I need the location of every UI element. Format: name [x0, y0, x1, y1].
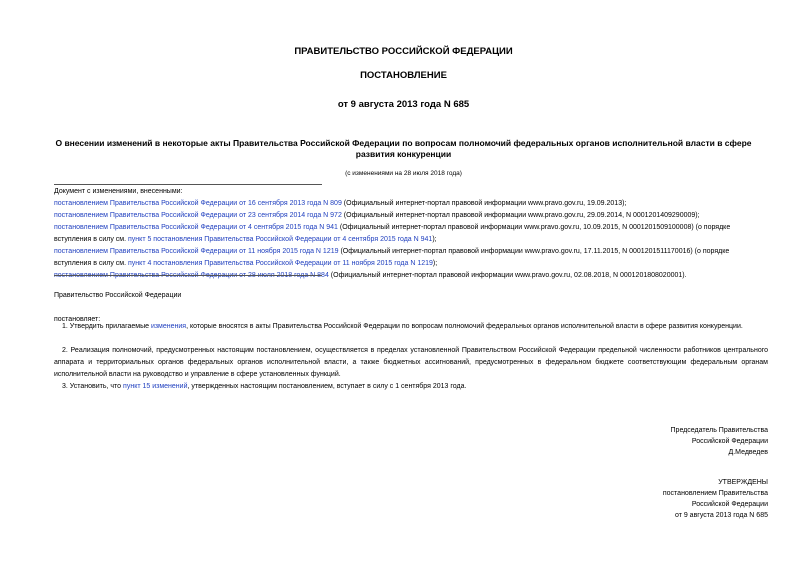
paragraph-1-start: 1. Утвердить прилагаемые [62, 323, 151, 330]
change-item [54, 198, 768, 210]
paragraph-3-end: , утвержденных настоящим постановлением, вступает в силу с 1 сентября 2013 года. [187, 383, 467, 390]
change-item-link[interactable]: постановлением Правительства Российской Федерации от 11 ноября 2015 года N 1219 [54, 248, 339, 255]
change-item-text: ); [432, 236, 437, 243]
change-item-prefix: вступления в силу см. [54, 236, 129, 243]
approval-line-2: постановлением Правительства [662, 490, 768, 497]
change-item [54, 258, 768, 270]
change-item-link[interactable]: постановлением Правительства Российской Федерации от 28 июля 2018 года N 884 [54, 272, 329, 279]
changes-intro: Документ с изменениями, внесенными: [54, 188, 183, 195]
document-title [0, 138, 807, 160]
item-15-link[interactable]: пункт 15 изменений [123, 383, 188, 390]
signature-block [540, 425, 768, 458]
change-item [54, 234, 768, 246]
change-item-text: (Официальный интернет-портал правовой информации www.pravo.gov.ru, 17.11.2015, N 0001201511170016) (о порядке [338, 248, 730, 255]
change-item-text: (Официальный интернет-портал правовой информации www.pravo.gov.ru, 02.08.2018, N 0001201808020001). [328, 272, 687, 279]
approval-block [540, 477, 768, 521]
paragraph-2: 2. Реализация полномочий, предусмотренных настоящим постановлением, осуществляется в пределах установленной Правительством Российской Федерации предельной численности работников центрального аппарата и территориальных органов федеральных органов исполнительной власти, а также бюджетных ассигнований, предусмотренных в федеральном бюджете соответствующим федеральным органам исполнительной власти на руководство и управление в сфере установленных функций. [54, 347, 768, 378]
paragraph-3 [62, 381, 768, 393]
approval-line-3: Российской Федерации [691, 501, 768, 508]
approval-line-1: УТВЕРЖДЕНЫ [718, 479, 768, 486]
divider-bottom [54, 275, 322, 276]
divider-top [54, 184, 322, 185]
changes-link[interactable]: изменения [150, 323, 187, 330]
change-item-link[interactable]: пункт 5 постановления Правительства Российской Федерации от 4 сентября 2015 года N 941 [128, 236, 433, 243]
change-item-text: (Официальный интернет-портал правовой информации www.pravo.gov.ru, 29.09.2014, N 0001201409290009); [341, 212, 700, 219]
document-type: ПОСТАНОВЛЕНИЕ [360, 70, 447, 81]
approval-line-4: от 9 августа 2013 года N 685 [674, 512, 768, 519]
change-item-link[interactable]: постановлением Правительства Российской Федерации от 4 сентября 2015 года N 941 [54, 224, 338, 231]
revision-note: (с изменениями на 28 июля 2018 года) [345, 170, 462, 177]
change-item [54, 222, 768, 234]
changes-list [54, 198, 768, 282]
decides-text: постановляет: [54, 316, 101, 323]
signature-line-2: Российской Федерации [691, 438, 768, 445]
signature-line-1: Председатель Правительства [670, 427, 768, 434]
change-item-prefix: вступления в силу см. [54, 260, 129, 267]
change-item-text: (Официальный интернет-портал правовой информации www.pravo.gov.ru, 19.09.2013); [341, 200, 627, 207]
paragraph-1 [62, 321, 768, 333]
change-item-text: ); [432, 260, 438, 267]
title-line-1: О внесении изменений в некоторые акты Правительства Российской Федерации по вопросам полномочий федеральных органов исполнительной власти в сфере [55, 138, 752, 148]
paragraph-1-end: , которые вносятся в акты Правительства Российской Федерации по вопросам полномочий федеральных органов исполнительной власти в сфере развития конкуренции. [186, 323, 743, 330]
change-item-link[interactable]: постановлением Правительства Российской Федерации от 16 сентября 2013 года N 809 [54, 200, 342, 207]
change-item-link[interactable]: пункт 4 постановления Правительства Российской Федерации от 11 ноября 2015 года N 1219 [128, 260, 433, 267]
signature-line-3: Д.Медведев [728, 449, 768, 456]
change-item-link[interactable]: постановлением Правительства Российской Федерации от 23 сентября 2014 года N 972 [54, 212, 342, 219]
changes-block [54, 186, 768, 282]
government-heading: ПРАВИТЕЛЬСТВО РОССИЙСКОЙ ФЕДЕРАЦИИ [294, 46, 513, 57]
change-item-text: (Официальный интернет-портал правовой информации www.pravo.gov.ru, 10.09.2015, N 0001201509100008) (о порядке [337, 224, 731, 231]
change-item [54, 246, 768, 258]
paragraph-3-start: 3. Установить, что [62, 383, 124, 390]
title-line-2: развития конкуренции [355, 149, 452, 159]
government-name: Правительство Российской Федерации [54, 292, 182, 299]
change-item [54, 210, 768, 222]
document-date-number: от 9 августа 2013 года N 685 [337, 99, 470, 110]
change-item [54, 270, 768, 282]
